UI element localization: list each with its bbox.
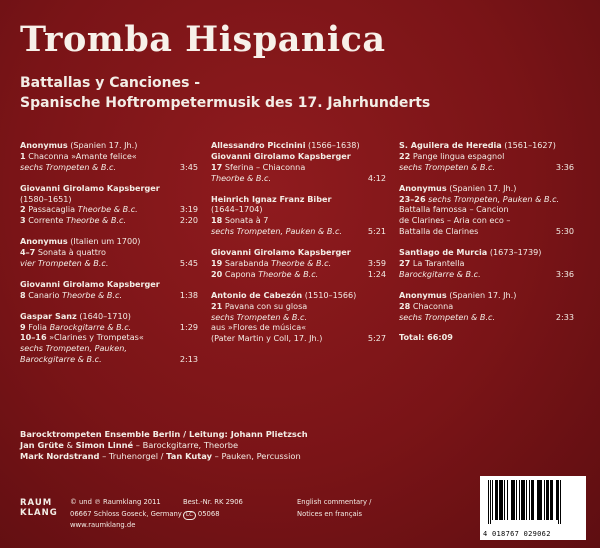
barcode-bar	[501, 480, 503, 520]
track-line	[399, 226, 574, 237]
track-text: Pange lingua espagnol	[410, 150, 505, 161]
composer-name: Total: 66:09	[399, 332, 453, 343]
instrumentation-text: vier Trompeten & B.c.	[20, 258, 109, 269]
instrumentation-text: Barockgitarre & B.c.	[399, 268, 481, 279]
track-line	[20, 343, 198, 354]
track-text: (1510–1566)	[302, 289, 357, 300]
track-block	[399, 140, 574, 173]
track-block	[20, 140, 198, 173]
credits-ensemble-line	[20, 429, 308, 440]
track-line	[20, 162, 198, 173]
performer-instrument: – Pauken, Percussion	[212, 451, 301, 462]
track-line	[399, 312, 574, 323]
instrumentation-text: Theorbe & B.c.	[258, 268, 319, 279]
logo-line-2: KLANG	[20, 508, 58, 518]
track-line	[399, 140, 574, 151]
barcode-bar	[548, 480, 549, 520]
instrumentation-text: Theorbe & B.c.	[77, 204, 138, 215]
album-subtitle-line-2: Spanische Hoftrompetermusik des 17. Jahrhunderts	[20, 95, 431, 111]
track-text: Battalla famossa – Cancion	[399, 204, 509, 215]
barcode-bar	[531, 480, 533, 520]
instrumentation-text: sechs Trompeten & B.c.	[211, 311, 308, 322]
performer-name: Tan Kutay	[166, 451, 213, 462]
track-text: de Clarines – Aria con eco –	[399, 215, 511, 226]
track-line	[211, 204, 386, 215]
track-number: 28	[399, 300, 411, 311]
track-line	[211, 322, 386, 333]
ensemble-name: Barocktrompeten Ensemble Berlin / Leitung: Johann Plietzsch	[20, 429, 308, 439]
track-block	[399, 290, 574, 323]
track-number: 9	[20, 321, 26, 332]
barcode-digits: 4 018767 029062	[483, 530, 551, 538]
track-line	[20, 290, 198, 301]
track-block	[211, 140, 386, 184]
track-duration: 3:59	[367, 258, 386, 269]
barcode-bar	[513, 480, 515, 520]
track-line	[20, 215, 198, 226]
track-line	[20, 183, 198, 194]
composer-name: Allessandro Piccinini	[211, 140, 306, 150]
barcode-bar	[507, 480, 508, 520]
track-line	[399, 290, 574, 301]
track-number: 10–16	[20, 332, 47, 343]
track-text: Pavana con su glosa	[222, 300, 308, 311]
track-line	[211, 151, 386, 162]
track-block	[20, 279, 198, 301]
track-line	[20, 279, 198, 290]
track-line	[399, 194, 574, 205]
track-line	[20, 194, 198, 205]
barcode-bar	[529, 480, 530, 520]
track-text: (1580–1651)	[20, 193, 72, 204]
track-line	[399, 301, 574, 312]
track-block	[20, 311, 198, 365]
track-block	[399, 183, 574, 237]
track-number: 3	[20, 215, 26, 226]
catalog-info	[183, 497, 243, 520]
instrumentation-text: Barockgitarre & B.c.	[20, 354, 102, 365]
raumklang-logo	[20, 498, 58, 518]
track-text: (Italien um 1700)	[67, 236, 141, 247]
track-line	[211, 140, 386, 151]
track-line	[399, 215, 574, 226]
track-text: (1644–1704)	[211, 204, 263, 215]
track-number: 2	[20, 204, 26, 215]
track-duration: 1:24	[367, 268, 386, 279]
composer-name: Giovanni Girolamo Kapsberger	[20, 182, 160, 193]
copyright-text: © und ℗ Raumklang 2011	[70, 498, 161, 506]
track-duration: 2:20	[179, 215, 198, 226]
track-text: Chaconna »Amante felice«	[25, 150, 137, 161]
composer-name: Giovanni Girolamo Kapsberger	[211, 247, 351, 258]
track-block	[399, 247, 574, 280]
track-text: (Spanien 17. Jh.)	[446, 289, 517, 300]
instrumentation-text: Theorbe & B.c.	[66, 215, 127, 226]
label-code-icon: LC	[183, 511, 196, 520]
track-duration: 3:36	[555, 268, 574, 279]
track-text: Folia	[25, 321, 50, 332]
track-line	[211, 290, 386, 301]
performer-name: Jan Grüte	[20, 440, 64, 451]
album-title: Tromba Hispanica	[20, 19, 386, 60]
track-line	[211, 269, 386, 280]
performer-instrument: – Barockgitarre, Theorbe	[133, 440, 239, 451]
track-line	[211, 301, 386, 312]
track-line	[20, 258, 198, 269]
track-line	[211, 173, 386, 184]
track-number: 21	[211, 300, 223, 311]
track-number: 8	[20, 289, 26, 300]
track-line	[20, 204, 198, 215]
track-text: Passacaglia	[25, 204, 78, 215]
track-text: aus »Flores de música«	[211, 322, 307, 333]
track-text: Chaconna	[410, 300, 454, 311]
track-line	[20, 140, 198, 151]
address-text: 06667 Schloss Goseck, Germany	[70, 509, 182, 518]
label-info	[70, 497, 182, 532]
website-link[interactable]: www.raumklang.de	[70, 521, 136, 530]
performer-instrument: – Truhenorgel /	[99, 451, 167, 462]
track-text: La Tarantella	[410, 258, 465, 269]
track-text: (1561–1627)	[501, 140, 556, 150]
label-code-number: 05068	[197, 509, 220, 518]
performer-name: Mark Nordstrand	[20, 451, 100, 462]
track-text: »Clarines y Trompetas«	[46, 332, 144, 343]
composer-name: S. Aguilera de Heredia	[399, 140, 502, 150]
barcode-bars-icon	[486, 480, 580, 524]
track-line	[20, 247, 198, 258]
instrumentation-text: Theorbe & B.c.	[62, 289, 123, 300]
barcode-bar	[533, 480, 534, 520]
composer-name: Heinrich Ignaz Franz Biber	[211, 193, 332, 204]
barcode-bar	[537, 480, 539, 520]
track-line	[20, 332, 198, 343]
credits-separator: &	[63, 440, 76, 451]
track-line	[399, 151, 574, 162]
barcode-bar	[516, 480, 517, 520]
barcode-bar	[519, 480, 520, 520]
composer-name: Santiago de Murcia	[399, 247, 488, 258]
composer-name: Anonymus	[399, 289, 447, 300]
barcode-bar	[488, 480, 489, 524]
label-code	[183, 509, 243, 521]
track-line	[211, 194, 386, 205]
instrumentation-text: Barockgitarre & B.c.	[49, 321, 132, 332]
track-block	[20, 183, 198, 227]
track-line	[211, 333, 386, 344]
track-line	[399, 247, 574, 258]
track-duration: 2:33	[555, 311, 574, 322]
barcode-bar	[497, 480, 498, 520]
track-line	[399, 258, 574, 269]
track-text: (Spanien 17. Jh.)	[446, 182, 517, 193]
track-duration: 2:13	[179, 354, 198, 365]
track-text: (1673–1739)	[487, 247, 542, 258]
barcode-bar	[544, 480, 545, 520]
track-text: (1566–1638)	[305, 140, 360, 150]
track-duration: 5:27	[367, 333, 386, 344]
commentary-french: Notices en français	[297, 509, 363, 518]
barcode-bar	[504, 480, 505, 520]
track-text: Sferina – Chiaconna	[222, 161, 306, 172]
track-text: (Pater Martin y Coll, 17. Jh.)	[211, 333, 323, 344]
album-subtitle-line-1: Battallas y Canciones -	[20, 75, 201, 91]
instrumentation-text: Theorbe & B.c.	[271, 258, 332, 269]
track-block	[211, 194, 386, 238]
barcode-bar	[526, 480, 527, 520]
track-text: Canario	[25, 289, 63, 300]
track-line	[399, 332, 574, 343]
barcode-bar	[558, 480, 559, 524]
barcode-bar	[541, 480, 542, 520]
track-line	[211, 226, 386, 237]
track-text: (Spanien 17. Jh.)	[67, 140, 138, 150]
track-line	[20, 311, 198, 322]
track-duration: 5:30	[555, 226, 574, 237]
barcode-bar	[539, 480, 541, 520]
barcode-bar	[523, 480, 525, 520]
composer-name: Gaspar Sanz	[20, 310, 77, 321]
track-duration: 4:12	[367, 172, 386, 183]
track-line	[20, 322, 198, 333]
logo-line-1: RAUM	[20, 498, 53, 508]
track-block	[211, 247, 386, 280]
track-line	[399, 204, 574, 215]
track-block	[211, 290, 386, 344]
instrumentation-text: sechs Trompeten & B.c.	[399, 311, 496, 322]
track-text: Sarabanda	[222, 258, 272, 269]
track-number: 20	[211, 268, 223, 279]
track-line	[20, 236, 198, 247]
track-line	[211, 215, 386, 226]
instrumentation-text: sechs Trompeten, Pauken & B.c.	[425, 193, 560, 204]
track-line	[211, 312, 386, 323]
track-duration: 1:29	[179, 321, 198, 332]
tracklist-column-2	[211, 140, 386, 354]
credits-guitar-line	[20, 440, 308, 451]
track-line	[211, 162, 386, 173]
track-line	[211, 247, 386, 258]
track-text: (1640–1710)	[76, 310, 131, 321]
barcode	[480, 476, 586, 540]
track-duration: 3:19	[179, 204, 198, 215]
barcode-bar	[492, 480, 493, 520]
barcode-bar	[499, 480, 501, 520]
performer-credits	[20, 429, 308, 463]
track-line	[20, 354, 198, 365]
track-number: 19	[211, 258, 223, 269]
tracklist-column-1	[20, 140, 198, 375]
instrumentation-text: sechs Trompeten, Pauken & B.c.	[211, 226, 342, 237]
track-number: 22	[399, 150, 411, 161]
track-block	[20, 236, 198, 269]
language-notes	[297, 497, 371, 520]
composer-name: Antonio de Cabezón	[211, 289, 303, 300]
track-number: 17	[211, 161, 223, 172]
track-duration: 3:45	[179, 161, 198, 172]
commentary-english: English commentary /	[297, 498, 372, 506]
track-number: 27	[399, 258, 411, 269]
track-text: Battalla de Clarines	[399, 226, 479, 237]
track-line	[20, 151, 198, 162]
barcode-bar	[511, 480, 513, 520]
barcode-bar	[560, 480, 561, 524]
barcode-bar	[552, 480, 553, 520]
instrumentation-text: Theorbe & B.c.	[211, 172, 272, 183]
track-number: 23–26	[399, 193, 426, 204]
track-block	[399, 332, 574, 343]
barcode-bar	[521, 480, 523, 520]
track-number: 18	[211, 215, 223, 226]
barcode-bar	[556, 480, 558, 520]
composer-name: Anonymus	[399, 182, 447, 193]
credits-organ-line	[20, 451, 308, 462]
track-text: Corrente	[25, 215, 66, 226]
track-line	[399, 269, 574, 280]
barcode-bar	[495, 480, 497, 520]
tracklist-column-3	[399, 140, 574, 353]
track-line	[211, 258, 386, 269]
barcode-bar	[546, 480, 548, 520]
track-line	[399, 183, 574, 194]
instrumentation-text: sechs Trompeten & B.c.	[399, 161, 496, 172]
track-text: Capona	[222, 268, 259, 279]
instrumentation-text: sechs Trompeten & B.c.	[20, 161, 117, 172]
track-number: 1	[20, 150, 26, 161]
track-duration: 3:36	[555, 161, 574, 172]
composer-name: Anonymus	[20, 140, 68, 150]
order-number: Best.-Nr. RK 2906	[183, 498, 243, 506]
track-duration: 5:21	[367, 226, 386, 237]
barcode-bar	[490, 480, 491, 524]
composer-name: Giovanni Girolamo Kapsberger	[211, 150, 351, 161]
track-number: 4–7	[20, 247, 36, 258]
composer-name: Giovanni Girolamo Kapsberger	[20, 278, 160, 289]
composer-name: Anonymus	[20, 236, 68, 247]
track-duration: 5:45	[179, 258, 198, 269]
barcode-bar	[550, 480, 552, 520]
track-text: Sonata à 7	[222, 215, 269, 226]
performer-name: Simon Linné	[75, 440, 134, 451]
track-duration: 1:38	[179, 289, 198, 300]
instrumentation-text: sechs Trompeten, Pauken,	[20, 343, 127, 354]
track-line	[399, 162, 574, 173]
track-text: Sonata à quattro	[35, 247, 106, 258]
